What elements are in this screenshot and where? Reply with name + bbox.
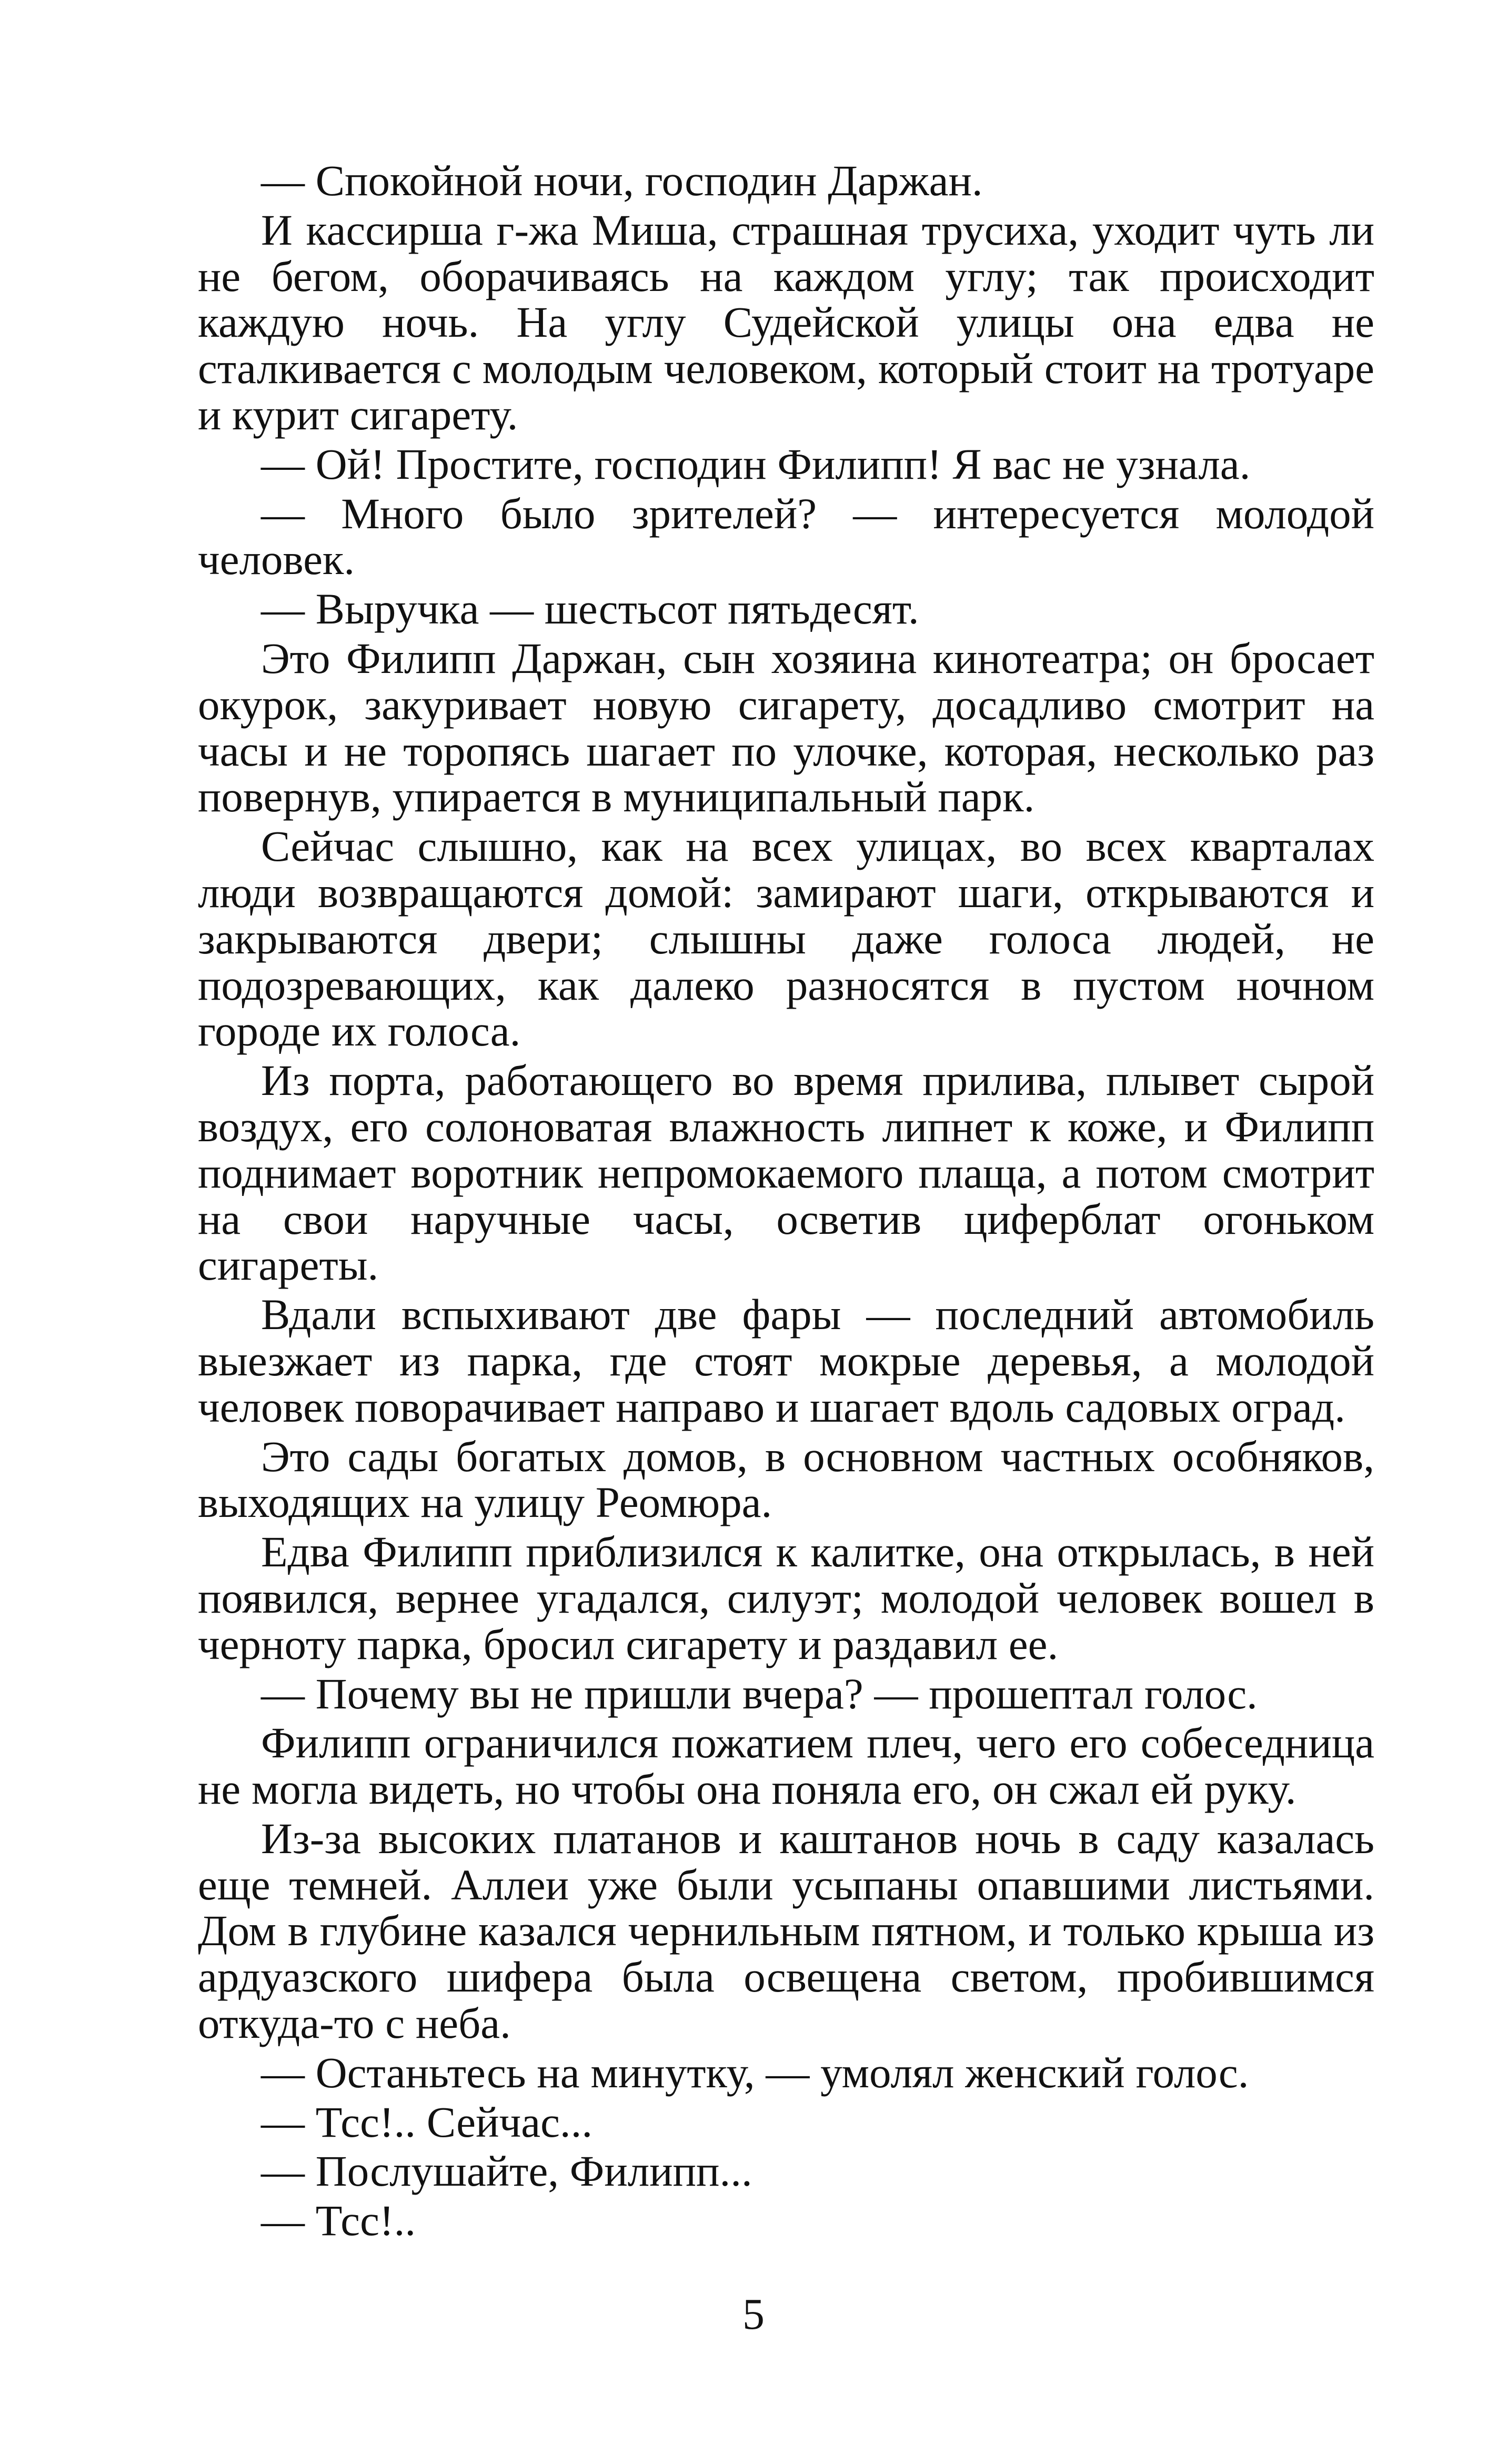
paragraph: — Тсс!.. <box>261 2196 416 2245</box>
paragraph: Это сады богатых домов, в основном частных особняков, выходящих на улицу Реомюра. <box>198 1432 1374 1527</box>
paragraph: Вдали вспыхивают две фары — последний автомобиль выезжает из парка, где стоят мокрые деревья, а молодой человек поворачивает направо и шагает вдоль садовых оград. <box>198 1290 1374 1431</box>
paragraph: — Послушайте, Филипп... <box>261 2147 752 2196</box>
paragraph: Из порта, работающего во время прилива, плывет сырой воздух, его солоноватая влажность липнет к коже, и Филипп поднимает воротник непромокаемого плаща, а потом смотрит на свои наручные часы, осветив циферблат огоньком сигареты. <box>198 1056 1374 1290</box>
paragraph: — Выручка — шестьсот пятьдесят. <box>261 585 919 633</box>
paragraph: Это Филипп Даржан, сын хозяина кинотеатра; он бросает окурок, закуривает новую сигарету, досадливо смотрит на часы и не торопясь шагает по улочке, которая, несколько раз повернув, упирается в муниципальный парк. <box>198 633 1374 821</box>
paragraph: Из-за высоких платанов и каштанов ночь в саду казалась еще темней. Аллеи уже были усыпаны опавшими листьями. Дом в глубине казался чернильным пятном, и только крыша из ардуазского шифера была освещена светом, пробившимся откуда-то с неба. <box>198 1814 1374 2048</box>
paragraph: — Почему вы не пришли вчера? — прошептал голос. <box>261 1669 1258 1718</box>
paragraph: Едва Филипп приблизился к калитке, она открылась, в ней появился, вернее угадался, силуэт; молодой человек вошел в черноту парка, бросил сигарету и раздавил ее. <box>198 1527 1374 1668</box>
body-text <box>198 158 1374 2247</box>
paragraph: — Много было зрителей? — интересуется молодой человек. <box>198 489 1374 584</box>
paragraph: И кассирша г-жа Миша, страшная трусиха, уходит чуть ли не бегом, оборачиваясь на каждом углу; так происходит каждую ночь. На углу Судейской улицы она едва не сталкивается с молодым человеком, который стоит на тротуаре и курит сигарету. <box>198 205 1374 439</box>
paragraph: — Тсс!.. Сейчас... <box>261 2097 593 2146</box>
paragraph: Сейчас слышно, как на всех улицах, во всех кварталах люди возвращаются домой: замирают шаги, открываются и закрываются двери; слышны даже голоса людей, не подозревающих, как далеко разносятся в пустом ночном городе их голоса. <box>198 822 1374 1055</box>
paragraph: Филипп ограничился пожатием плеч, чего его собеседница не могла видеть, но чтобы она поняла его, он сжал ей руку. <box>198 1718 1374 1814</box>
paragraph: — Останьтесь на минутку, — умолял женский голос. <box>261 2048 1249 2097</box>
paragraph: — Ой! Простите, господин Филипп! Я вас не узнала. <box>261 439 1251 488</box>
page-number: 5 <box>742 2290 765 2339</box>
paragraph: — Спокойной ночи, господин Даржан. <box>261 156 983 205</box>
